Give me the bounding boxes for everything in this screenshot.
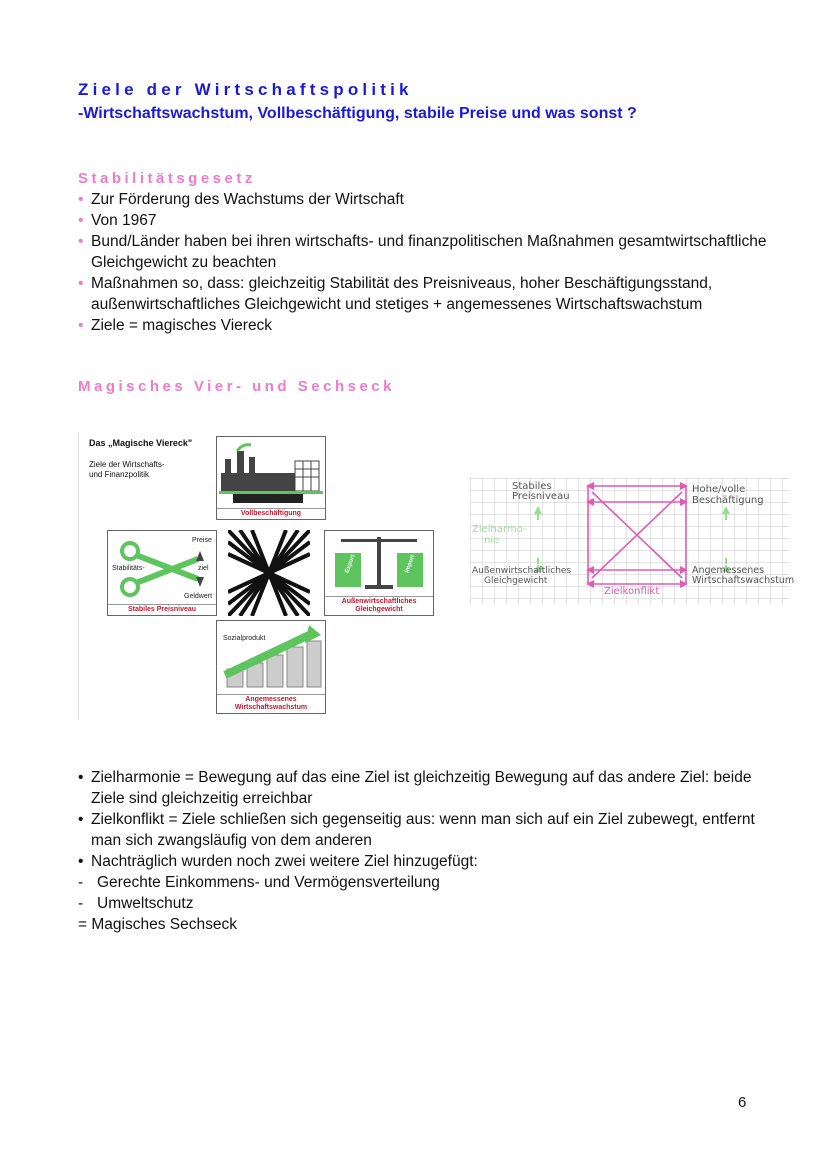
scale-icon [325,531,433,593]
sketch-label-stabiles-preisniveau: Stabiles Preisniveau [512,481,570,502]
list-item: - Umweltschutz [78,893,778,914]
caption-vollbeschaeftigung: Vollbeschäftigung [217,508,325,519]
page-subtitle: -Wirtschaftswachstum, Vollbeschäftigung, stabile Preise und was sonst ? [78,105,637,122]
sketch-label-zielharmonie: Zielharmo- nie [472,524,527,546]
growth-chart-icon [217,621,325,693]
list-item: • Zielkonflikt = Ziele schließen sich gegenseitig aus: wenn man sich auf ein Ziel zubewegt, entfernt man sich zwangsläufig von dem anderen [78,809,778,851]
box-wirtschaftswachstum: Sozialprodukt Angemessenes Wirtschaftswachstum [216,620,326,714]
graphic-subtitle: Ziele der Wirtschafts- und Finanzpolitik [89,460,165,479]
caption-aussenwirtschaft: Außenwirtschaftliches Gleichgewicht [325,596,433,615]
hand-sketch [470,478,795,604]
box-stabiles-preisniveau: Preise Stabilitäts- ziel Geldwert Stabiles Preisniveau [107,530,217,616]
section-heading-stabilitaetsgesetz: Stabilitätsgesetz [78,170,256,187]
list-item: - Gerechte Einkommens- und Vermögensverteilung [78,872,778,893]
list-item: = Magisches Sechseck [78,916,237,933]
list-item: • Maßnahmen so, dass: gleichzeitig Stabilität des Preisniveaus, hoher Beschäftigungsstand, außenwirtschaftliches Gleichgewicht und stetiges + angemessenes Wirtschaftswachstum [78,273,798,315]
caption-wirtschaftswachstum: Angemessenes Wirtschaftswachstum [217,694,325,713]
box-aussenwirtschaft: Export Import Außenwirtschaftliches Gleichgewicht [324,530,434,616]
page-title: Ziele der Wirtschaftspolitik [78,80,413,99]
list-item: • Ziele = magisches Viereck [78,315,798,336]
stability-law-list [78,189,798,336]
list-item: • Von 1967 [78,210,798,231]
page-number: 6 [738,1094,747,1111]
list-item: • Bund/Länder haben bei ihren wirtschafts- und finanzpolitischen Maßnahmen gesamtwirtschaftliche Gleichgewicht zu beachten [78,231,798,273]
caption-stabiles-preisniveau: Stabiles Preisniveau [108,604,216,615]
box-vollbeschaeftigung [216,436,326,520]
graphic-title: Das „Magische Viereck" [89,438,193,448]
factory-icon [217,437,325,507]
list-item: • Nachträglich wurden noch zwei weitere Ziel hinzugefügt: [78,851,778,872]
list-item: • Zur Förderung des Wachstums der Wirtschaft [78,189,798,210]
section-heading-magisches: Magisches Vier- und Sechseck [78,378,395,395]
center-pattern [228,530,310,616]
sketch-label-aussenwirtschaft: Außenwirtschaftliches Gleichgewicht [472,566,572,586]
list-item: • Zielharmonie = Bewegung auf das eine Ziel ist gleichzeitig Bewegung auf das andere Ziel: beide Ziele sind gleichzeitig erreichbar [78,767,778,809]
sketch-label-beschaeftigung: Hohe/volle Beschäftigung [692,484,764,506]
magic-square-graphic [78,432,438,722]
sketch-label-wachstum: Angemessenes Wirtschaftswachstum [692,565,795,586]
definitions-list [78,767,778,935]
sketch-label-zielkonflikt: Zielkonflikt [604,586,660,597]
